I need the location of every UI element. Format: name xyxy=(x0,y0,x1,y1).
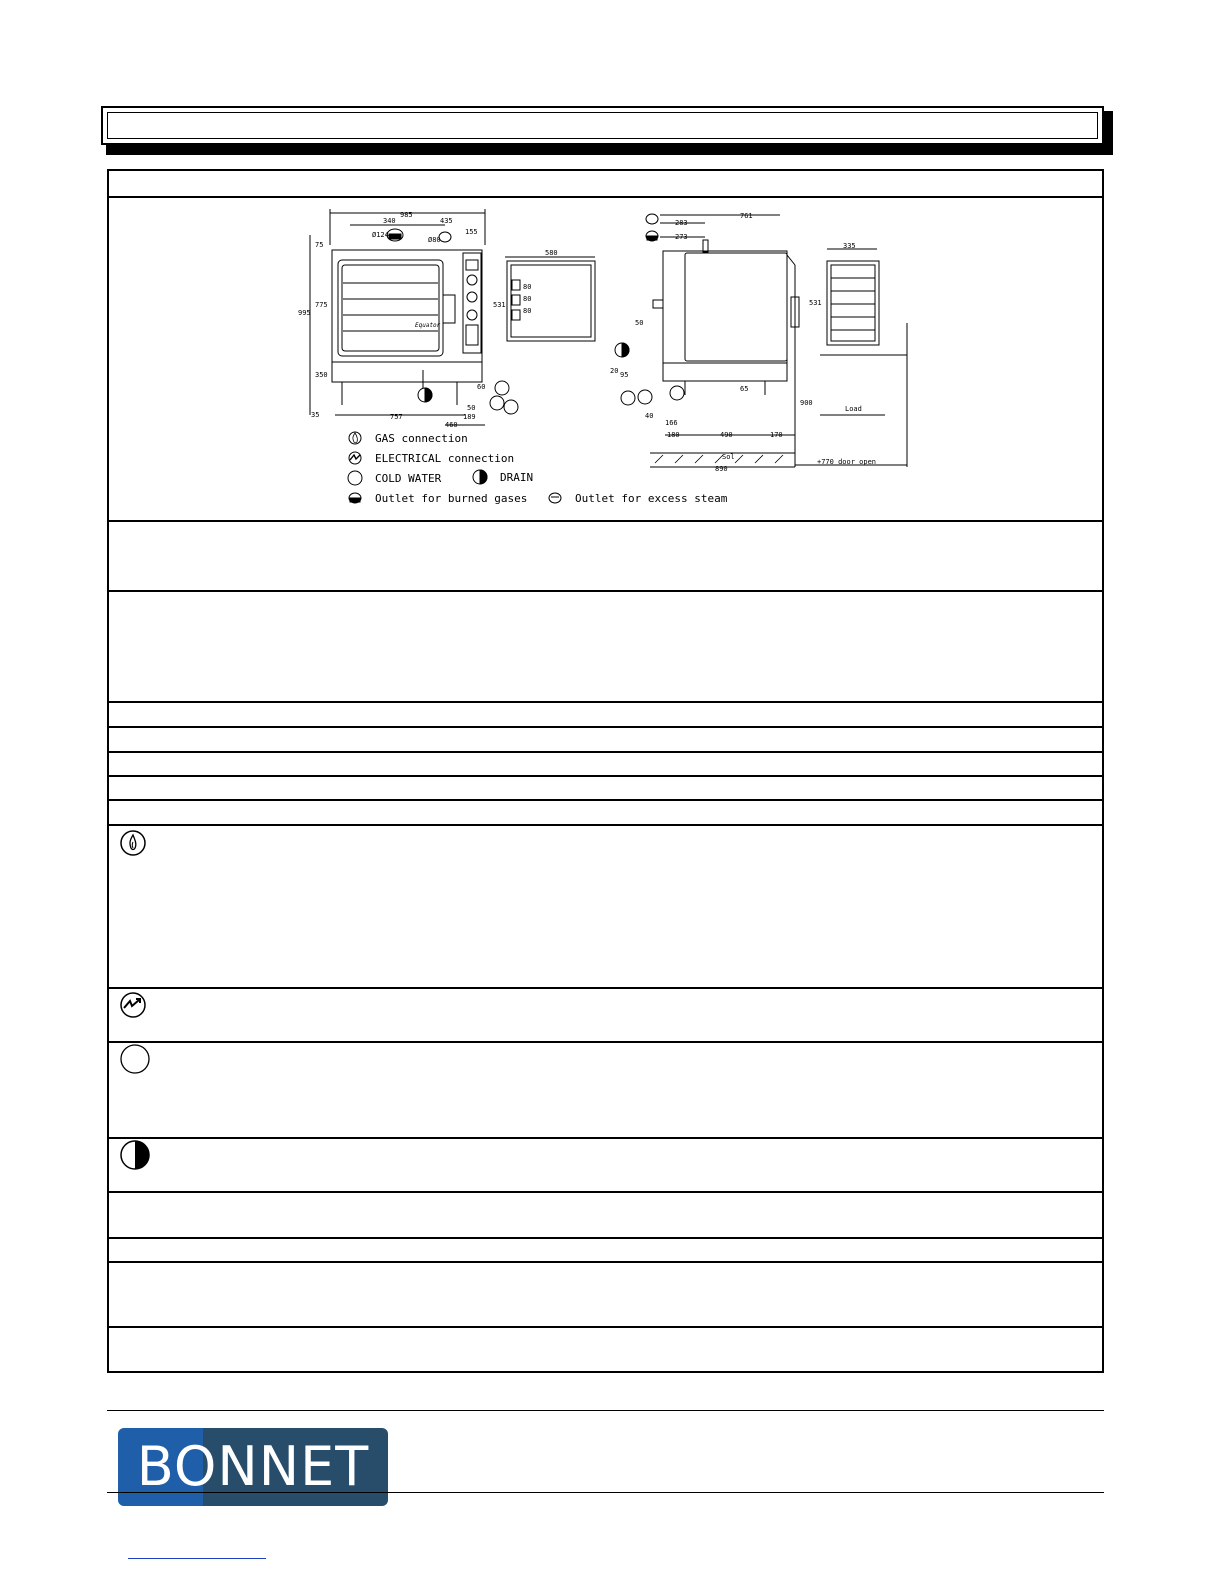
cold-water-icon xyxy=(119,1043,151,1075)
table-divider xyxy=(109,1261,1102,1263)
footer-top-rule xyxy=(107,1410,1104,1411)
table-divider xyxy=(109,726,1102,728)
title-bar xyxy=(101,106,1104,145)
front-view xyxy=(298,209,595,429)
electrical-connection-icon xyxy=(119,991,147,1019)
dim-label: 80 xyxy=(523,307,532,315)
dim-label: 757 xyxy=(390,413,403,421)
dim-label: Ø124 xyxy=(372,231,389,239)
dim-label: 95 xyxy=(620,371,629,379)
dim-label: 283 xyxy=(675,219,688,227)
technical-drawing xyxy=(295,205,950,515)
table-divider xyxy=(109,520,1102,522)
dim-label: 985 xyxy=(400,211,413,219)
dim-label: 75 xyxy=(315,241,324,249)
logo-wordmark: BONNET xyxy=(136,1435,370,1498)
dim-label: 335 xyxy=(843,242,856,250)
table-divider xyxy=(109,824,1102,826)
dim-label: 155 xyxy=(465,228,478,236)
legend-electrical: ELECTRICAL connection xyxy=(375,452,515,465)
dim-label: 761 xyxy=(740,212,753,220)
table-divider xyxy=(109,590,1102,592)
table-divider xyxy=(109,799,1102,801)
dim-label: 40 xyxy=(645,412,654,420)
legend-burned-gases: Outlet for burned gases xyxy=(375,492,528,505)
dim-label: Ø80 xyxy=(428,236,441,244)
dim-label: 435 xyxy=(440,217,453,225)
dim-label: 189 xyxy=(463,413,476,421)
table-divider xyxy=(109,1326,1102,1328)
oven-brand: Equator xyxy=(415,322,441,329)
dim-label: 170 xyxy=(770,431,783,439)
dim-label: 166 xyxy=(665,419,678,427)
dim-label: 180 xyxy=(667,431,680,439)
table-divider xyxy=(109,1137,1102,1139)
drain-icon xyxy=(119,1139,151,1171)
dim-label: 50 xyxy=(635,319,644,327)
table-divider xyxy=(109,196,1102,198)
dim-label: 890 xyxy=(715,465,728,473)
table-divider xyxy=(109,751,1102,753)
gas-connection-icon xyxy=(119,829,147,857)
dim-label: 340 xyxy=(383,217,396,225)
dim-label: 80 xyxy=(523,295,532,303)
dim-label: 995 xyxy=(298,309,311,317)
dim-label: 60 xyxy=(477,383,486,391)
table-divider xyxy=(109,1191,1102,1193)
side-view xyxy=(610,212,907,473)
footer-bottom-rule xyxy=(107,1492,1104,1493)
legend-excess-steam: Outlet for excess steam xyxy=(575,492,728,505)
table-divider xyxy=(109,1041,1102,1043)
dim-label: +770 door open xyxy=(817,458,877,466)
bonnet-logo xyxy=(118,1428,388,1506)
dim-label: 273 xyxy=(675,233,688,241)
dim-label: 460 xyxy=(445,421,458,429)
table-divider xyxy=(109,987,1102,989)
dim-label: Sol xyxy=(722,453,735,461)
table-divider xyxy=(109,1237,1102,1239)
dim-label: 20 xyxy=(610,367,619,375)
dim-label: 775 xyxy=(315,301,328,309)
dim-label: 900 xyxy=(800,399,813,407)
dim-label: 580 xyxy=(545,249,558,257)
dim-label: 531 xyxy=(493,301,506,309)
table-divider xyxy=(109,775,1102,777)
dim-label: 531 xyxy=(809,299,822,307)
dim-label: 490 xyxy=(720,431,733,439)
table-divider xyxy=(109,701,1102,703)
legend-drain: DRAIN xyxy=(500,471,534,484)
hyperlink-underline[interactable] xyxy=(128,1558,266,1559)
dim-label: 35 xyxy=(311,411,320,419)
load-label: Load xyxy=(845,405,862,413)
legend-gas: GAS connection xyxy=(375,432,468,445)
dim-label: 65 xyxy=(740,385,749,393)
title-bar-inner xyxy=(107,112,1098,139)
dim-label: 80 xyxy=(523,283,532,291)
dim-label: 350 xyxy=(315,371,328,379)
dim-label: 50 xyxy=(467,404,476,412)
legend-cold-water: COLD WATER xyxy=(375,472,442,485)
drawing-legend xyxy=(348,432,728,505)
